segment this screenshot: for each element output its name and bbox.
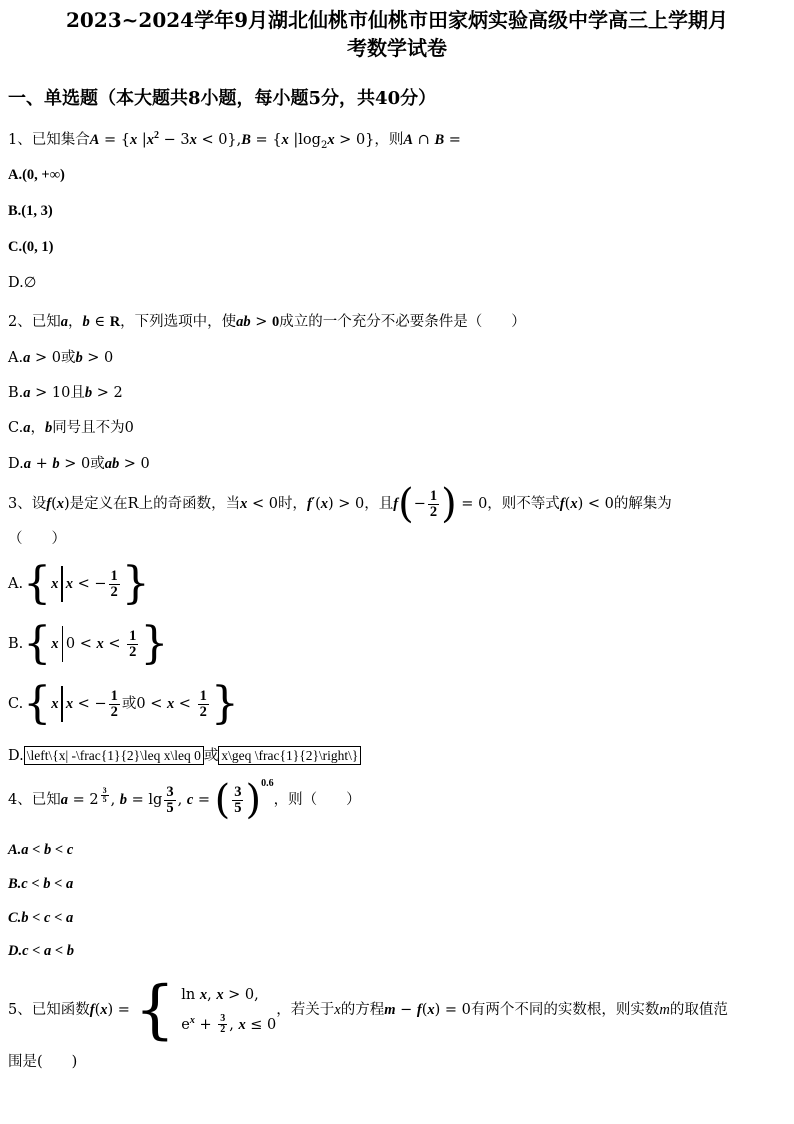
q5-stem-tail: 围是( ) <box>8 1054 78 1070</box>
exam-title-line2: 考数学试卷 <box>347 36 447 60</box>
q3-stem-a: 3、设 <box>8 496 47 512</box>
q2-stem-c: 成立的一个充分不必要条件是（ ） <box>279 314 526 330</box>
q2-option-d[interactable]: D.a + b > 0或ab > 0 <box>8 456 150 472</box>
q5-stem-b: ，若关于 <box>276 1002 335 1018</box>
q3-stem-f: 的解集为 <box>613 496 672 512</box>
q3-d-raw-1: \left\{x| -\frac{1}{2}\leq x\leq 0 <box>24 746 204 765</box>
q3-stem-d: ，且 <box>364 496 394 512</box>
q3-d-or: 或 <box>203 748 219 764</box>
q3-stem-b: 是定义在R上的奇函数，当 <box>69 496 241 512</box>
q3-stem-e: ，则不等式 <box>487 496 560 512</box>
q2-option-c[interactable]: C.a，b同号且不为0 <box>8 420 134 436</box>
q3-stem-paren: （ ） <box>8 531 66 547</box>
q3-option-c[interactable]: C.{x x < − $\frac{1}{2}$ 或0 < x < $\frac{1}{2}$ } <box>8 678 239 729</box>
q1-option-d[interactable]: D.∅ <box>8 275 37 291</box>
section-heading: 一、单选题（本大题共8小题，每小题5分，共40分） <box>8 88 437 109</box>
q5-stem-a: 5、已知函数 <box>8 1002 90 1018</box>
q4-option-d[interactable]: D.c < a < b <box>8 943 75 959</box>
q1-option-b[interactable]: B.(1, 3) <box>8 203 53 219</box>
q3-stem: 3、设f(x)是定义在R上的奇函数，当x < 0时，f′(x) > 0，且f(− $\frac{1}{2}$ ) = 0，则不等式f(x) < 0的解集为 <box>8 481 672 527</box>
q2-d-or: 或 <box>90 456 105 472</box>
q5-stem-e: 的取值范 <box>669 1002 728 1018</box>
q2-stem: 2、已知a，b ∈ R，下列选项中，使ab > 0成立的一个充分不必要条件是（ ） <box>8 314 526 330</box>
q3-c-or: 或 <box>121 696 137 712</box>
q3-option-d[interactable]: D. \left\{x| -\frac{1}{2}\leq x\leq 0 或 x\geq \frac{1}{2}\right\} <box>8 744 361 765</box>
q4-option-b[interactable]: B.c < b < a <box>8 876 74 892</box>
q2-option-a[interactable]: A.a > 0或b > 0 <box>8 350 114 366</box>
exam-title-line1: 2023~2024学年9月湖北仙桃市仙桃市田家炳实验高级中学高三上学期月 <box>65 8 728 32</box>
q2-b-and: 且 <box>70 385 85 401</box>
q3-option-b[interactable]: B.{x 0 < x < $\frac{1}{2}$ } <box>8 618 169 669</box>
q2-c-text: 同号且不为0 <box>52 420 134 436</box>
q4-option-a[interactable]: A.a < b < c <box>8 842 74 858</box>
q1-stem: 1、已知集合A = {x $|x^2 - 3x < 0\},B = \{x$ $|\log_2x > 0$}，则A ∩ B = <box>8 130 461 151</box>
q2-stem-a: 2、已知 <box>8 314 61 330</box>
q5-stem-c: 的方程 <box>340 1002 385 1018</box>
q1-stem-prefix: 1、已知集合 <box>8 132 90 148</box>
q1-option-c[interactable]: C.(0, 1) <box>8 239 54 255</box>
q5-stem: 5、已知函数f(x) = { ln x, x > 0, $e^x$ + $\frac{3}{2}$ , x ≤ 0 ，若关于x的方程m − f(x) = 0有两个不同的实数根，则实数m的取值范 <box>8 973 728 1047</box>
q4-stem: 4、已知a = 2 $^{\frac{3}{5}}$ , b = lg $\frac{3}{5}$ , c = ( $\frac{3}{5}$ )$^{0.6}$，则（ ） <box>8 777 361 823</box>
q4-option-c[interactable]: C.b < c < a <box>8 910 74 926</box>
q2-a-or: 或 <box>60 350 76 366</box>
q2-option-b[interactable]: B.a > 10且b > 2 <box>8 385 123 401</box>
q3-option-a[interactable]: A.{x x < − $\frac{1}{2}$ } <box>8 558 150 609</box>
q5-stem-d: 有两个不同的实数根，则实数 <box>470 1002 660 1018</box>
q4-stem-a: 4、已知 <box>8 792 61 808</box>
q3-stem-c: 时， <box>277 496 307 512</box>
q2-stem-b: ，下列选项中，使 <box>120 314 237 330</box>
q4-stem-b: ，则（ ） <box>273 792 361 808</box>
q1-option-a[interactable]: A.(0, +∞) <box>8 167 65 183</box>
q1-stem-suffix: ，则 <box>374 132 404 148</box>
q3-d-raw-2: x\geq \frac{1}{2}\right\} <box>218 746 361 765</box>
